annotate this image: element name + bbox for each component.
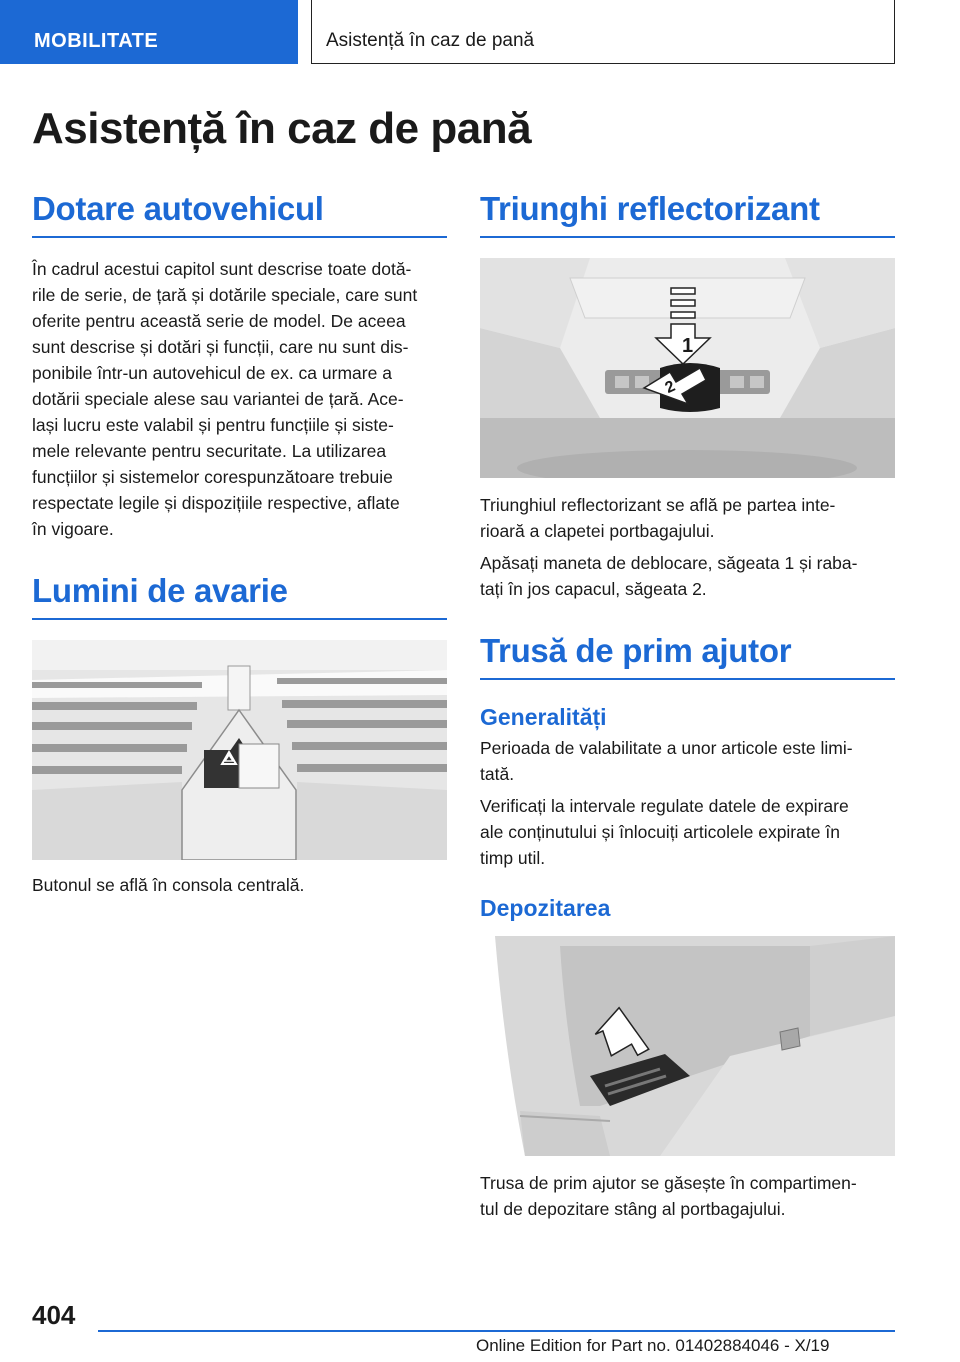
text-line: mele relevante pentru securitate. La utilizarea [32, 441, 387, 461]
text-line: Perioada de valabilitate a unor articole este limi- [480, 738, 853, 758]
text-line: Apăsați maneta de deblocare, săgeata 1 și raba- [480, 553, 858, 573]
page-number: 404 [32, 1300, 76, 1330]
text-line: În cadrul acestui capitol sunt descrise toate dotă- [32, 259, 412, 279]
text-line: Triunghiul reflectorizant se află pe partea inte- [480, 495, 836, 515]
text-line: în vigoare. [32, 519, 114, 539]
text-line: lași lucru este valabil și pentru funcțiile și siste- [32, 415, 394, 435]
text-line: rioară a clapetei portbagajului. [480, 521, 715, 541]
right-column [480, 190, 895, 1222]
text-line: Verificați la intervale regulate datele de expirare [480, 796, 849, 816]
text-line: dotării speciale alese sau variantei de țară. Ace- [32, 389, 404, 409]
hazard-button-figure [32, 640, 447, 860]
triangle-paragraph-2 [480, 550, 895, 602]
trunk-compartment-illustration [480, 936, 895, 1156]
hazard-caption: Butonul se află în consola centrală. [32, 875, 305, 895]
page-title: Asistență în caz de pană [32, 104, 532, 153]
text-line: ponibile într-un autovehicul de ex. ca urmare a [32, 363, 392, 383]
text-line: tată. [480, 764, 515, 784]
text-line: Trusa de prim ajutor se găsește în compartimen- [480, 1173, 857, 1193]
warning-triangle-heading: Triunghi reflectorizant [480, 190, 895, 238]
hazard-button-illustration [32, 640, 447, 860]
storage-paragraph [480, 1170, 895, 1222]
text-line: funcțiilor și sistemelor corespunzătoare trebuie [32, 467, 393, 487]
footer-rule [98, 1330, 895, 1332]
general-paragraph-2 [480, 793, 895, 871]
storage-figure [480, 936, 895, 1156]
text-line: oferite pentru această serie de model. De aceea [32, 311, 406, 331]
text-line: tați în jos capacul, săgeata 2. [480, 579, 707, 599]
figure-label-1: 1 [682, 335, 694, 357]
storage-subheading: Depozitarea [480, 895, 611, 921]
edition-footer: Online Edition for Part no. 01402884046 - X/19 [476, 1336, 830, 1355]
equipment-paragraph [32, 256, 447, 542]
text-line: sunt descrise și dotări și funcții, care nu sunt dis- [32, 337, 409, 357]
text-line: timp util. [480, 848, 546, 868]
section-tab: MOBILITATE [0, 0, 298, 64]
general-paragraph-1 [480, 735, 895, 787]
text-line: ale conținutului și înlocuiți articolele expirate în [480, 822, 840, 842]
first-aid-heading: Trusă de prim ajutor [480, 632, 895, 680]
text-line: respectate legile și dispozițiile respective, aflate [32, 493, 400, 513]
figure-label-2: 2 [662, 377, 678, 397]
left-column [32, 190, 447, 898]
general-subheading: Generalități [480, 704, 607, 730]
warning-triangle-figure [480, 258, 895, 478]
hazard-lights-heading: Lumini de avarie [32, 572, 447, 620]
text-line: tul de depozitare stâng al portbagajului. [480, 1199, 786, 1219]
triangle-paragraph-1 [480, 492, 895, 544]
text-line: rile de serie, de țară și dotările speciale, care sunt [32, 285, 418, 305]
trunk-lid-illustration [480, 258, 895, 478]
breadcrumb: Asistență în caz de pană [311, 0, 895, 64]
equipment-heading: Dotare autovehicul [32, 190, 447, 238]
